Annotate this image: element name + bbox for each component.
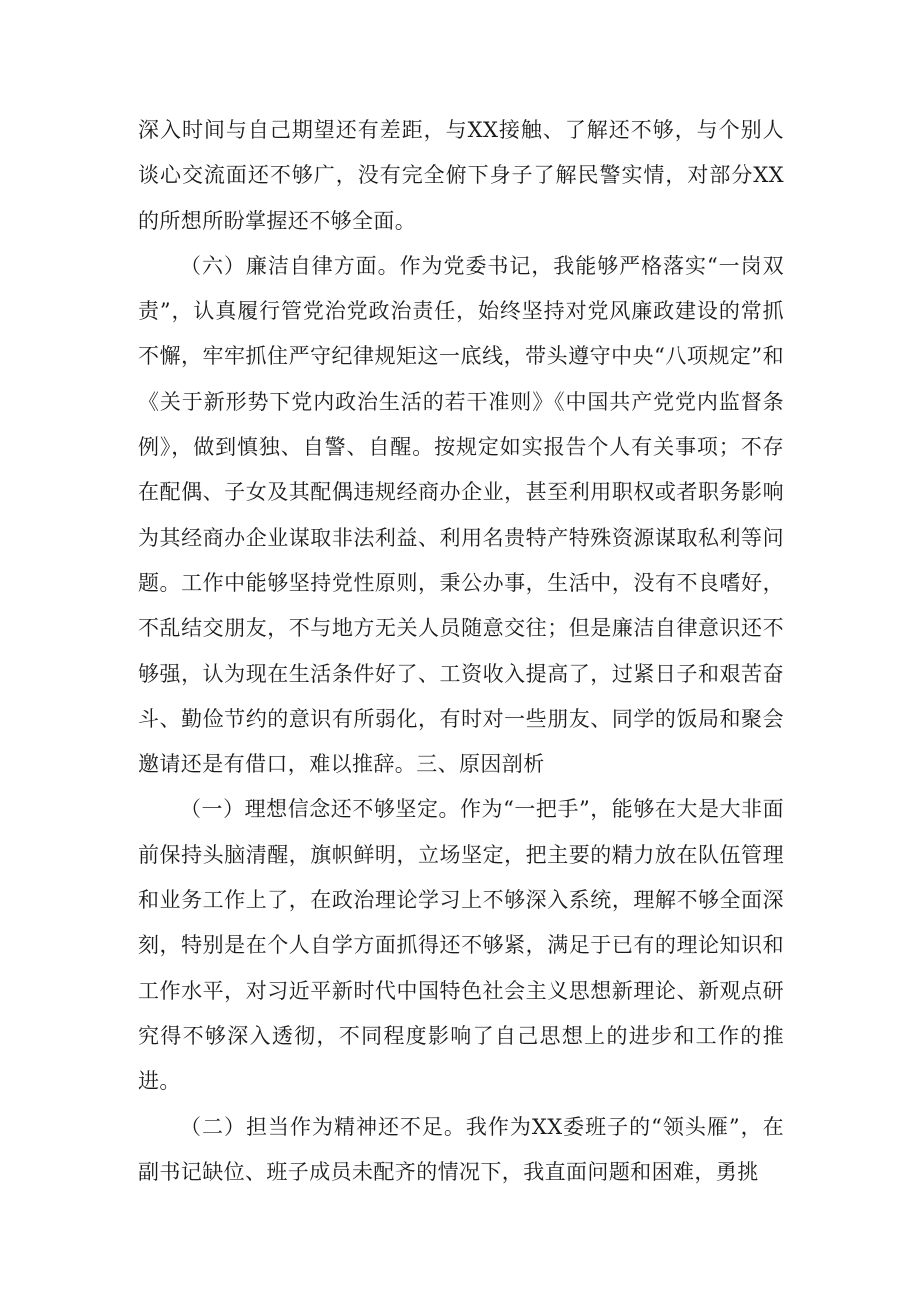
paragraph-ideals-belief: （一）理想信念还不够坚定。作为“一把手”，能够在大是大非面前保持头脑清醒，旗帜鲜明，立场坚定，把主要的精力放在队伍管理和业务工作上了，在政治理论学习上不够深入系统，理解不够全面深刻，特别是在个人自学方面抓得还不够紧，满足于已有的理论知识和工作水平，对习近平新时代中国特色社会主义思想新理论、新观点研究得不够深入透彻，不同程度影响了自己思想上的进步和工作的推进。 (138, 797, 784, 1094)
paragraph-continuation: 深入时间与自己期望还有差距，与XX接触、了解还不够，与个别人谈心交流面还不够广，没有完全俯下身子了解民警实情，对部分XX的所想所盼掌握还不够全面。 (138, 118, 784, 233)
document-body (138, 108, 784, 1195)
paragraph-self-discipline: （六）廉洁自律方面。作为党委书记，我能够严格落实“一岗双责”，认真履行管党治党政治责任，始终坚持对党风廉政建设的常抓不懈，牢牢抓住严守纪律规矩这一底线，带头遵守中央“八项规定”和《关于新形势下党内政治生活的若干准则》《中国共产党党内监督条例》，做到慎独、自警、自醒。按规定如实报告个人有关事项；不存在配偶、子女及其配偶违规经商办企业，甚至利用职权或者职务影响为其经商办企业谋取非法利益、利用名贵特产特殊资源谋取私利等问题。工作中能够坚持党性原则，秉公办事，生活中，没有不良嗜好，不乱结交朋友，不与地方无关人员随意交往；但是廉洁自律意识还不够强，认为现在生活条件好了、工资收入提高了，过紧日子和艰苦奋斗、勤俭节约的意识有所弱化，有时对一些朋友、同学的饭局和聚会邀请还是有借口，难以推辞。三、原因剖析 (138, 253, 784, 777)
paragraph-responsibility: （二）担当作为精神还不足。我作为XX委班子的“领头雁”，在副书记缺位、班子成员未配齐的情况下，我直面问题和困难，勇挑 (138, 1114, 784, 1184)
